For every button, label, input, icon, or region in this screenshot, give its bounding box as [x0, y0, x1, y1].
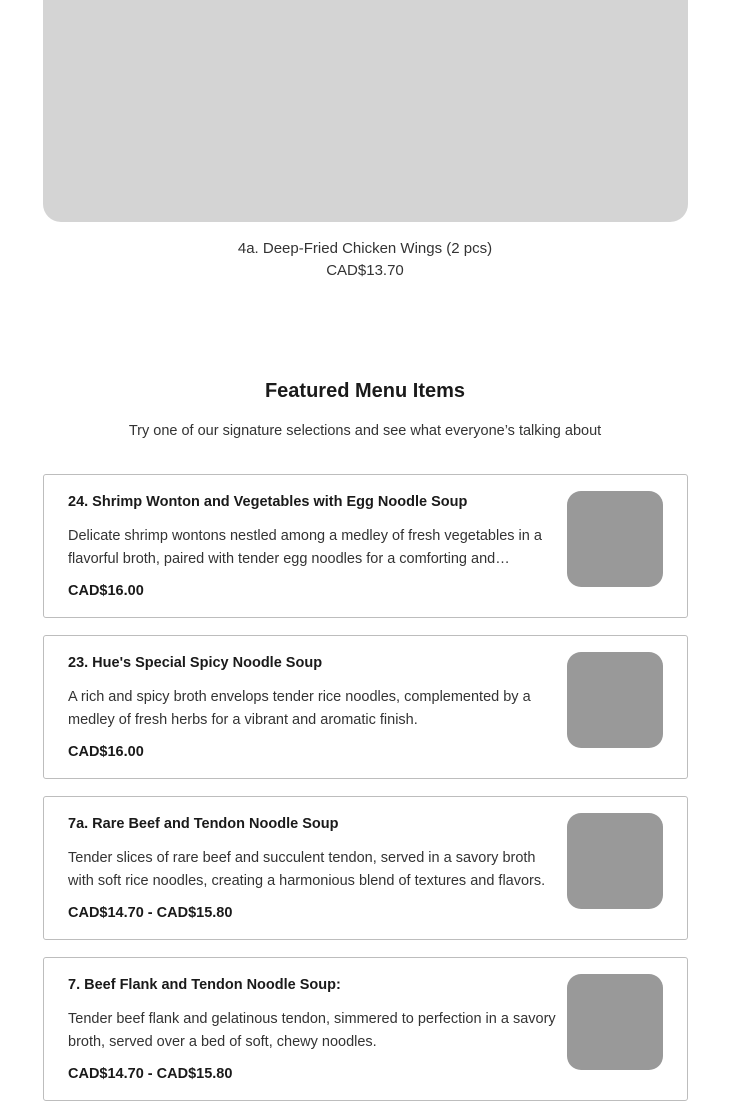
menu-item-title: 23. Hue's Special Spicy Noodle Soup — [68, 655, 323, 671]
menu-item-price: CAD$16.00 — [68, 583, 144, 599]
menu-item-card[interactable] — [43, 474, 688, 618]
menu-item-card[interactable] — [43, 957, 688, 1101]
hero-item-caption[interactable] — [0, 240, 730, 280]
hero-item-name: 4a. Deep-Fried Chicken Wings (2 pcs) — [237, 240, 493, 257]
hero-item-image[interactable] — [43, 0, 688, 222]
hero-item-price: CAD$13.70 — [326, 262, 404, 279]
menu-item-description: Tender slices of rare beef and succulent tendon, served in a savory broth with soft rice noodles, creating a harmonious blend of textures and flavors. — [68, 850, 546, 889]
menu-item-description: A rich and spicy broth envelops tender rice noodles, complemented by a medley of fresh herbs for a vibrant and aromatic finish. — [68, 689, 531, 728]
menu-item-image — [567, 491, 663, 587]
menu-item-image — [567, 813, 663, 909]
menu-item-card[interactable] — [43, 635, 688, 779]
menu-item-description: Delicate shrimp wontons nestled among a medley of fresh vegetables in a flavorful broth, paired with tender egg noodles for a comforting and — [68, 528, 542, 567]
menu-item-price: CAD$16.00 — [68, 744, 144, 760]
menu-item-title: 7a. Rare Beef and Tendon Noodle Soup — [68, 816, 339, 832]
menu-item-image — [567, 652, 663, 748]
menu-item-price: CAD$14.70 - CAD$15.80 — [68, 905, 233, 921]
menu-item-description: Tender beef flank and gelatinous tendon, simmered to perfection in a savory broth, served over a bed of soft, chewy noodles. — [68, 1011, 556, 1050]
menu-item-price: CAD$14.70 - CAD$15.80 — [68, 1066, 233, 1082]
featured-section-title: Featured Menu Items — [264, 380, 466, 402]
featured-section-subtitle: Try one of our signature selections and see what everyone’s talking about — [128, 423, 602, 439]
menu-item-card[interactable] — [43, 796, 688, 940]
menu-item-title: 24. Shrimp Wonton and Vegetables with Egg Noodle Soup — [68, 494, 468, 510]
menu-item-title: 7. Beef Flank and Tendon Noodle Soup: — [68, 977, 341, 993]
menu-item-image — [567, 974, 663, 1070]
featured-items-list — [43, 474, 688, 1118]
